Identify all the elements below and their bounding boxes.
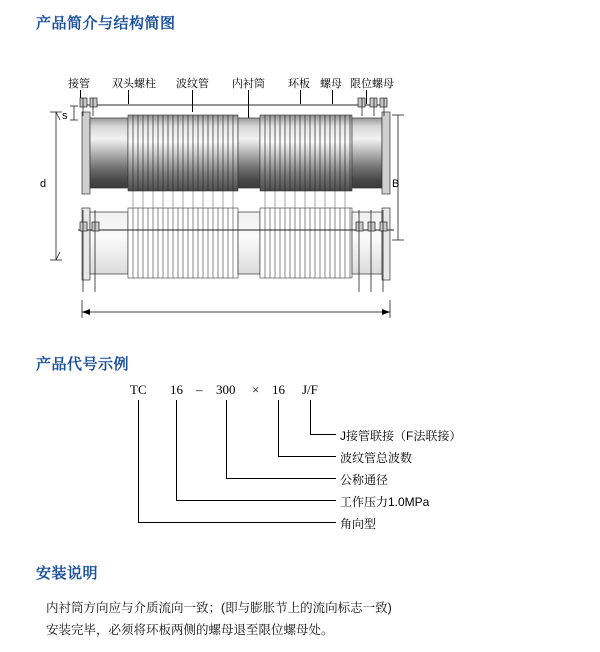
code-desc-type: 角向型	[340, 517, 377, 531]
code-leader-waves	[278, 400, 279, 456]
code-desc-diameter: 公称通径	[340, 473, 389, 487]
code-hline-connection	[310, 434, 336, 435]
structure-diagram	[0, 60, 600, 340]
code-desc-connection: J接管联接（F法联接）	[340, 429, 462, 443]
code-hline-waves	[278, 456, 336, 457]
callout-label-1: 接管	[68, 78, 90, 90]
callout-label-4: 内衬筒	[232, 78, 265, 90]
code-token-pressure: 16	[170, 382, 183, 397]
code-token-dash: –	[196, 382, 203, 397]
code-token-diameter: 300	[216, 382, 236, 397]
section-title-intro: 产品简介与结构简图	[36, 15, 176, 32]
code-leader-diameter	[226, 400, 227, 478]
code-token-type: TC	[130, 382, 147, 397]
code-token-waves: 16	[272, 382, 285, 397]
code-hline-type	[138, 522, 336, 523]
code-leader-type	[138, 400, 139, 522]
callout-label-7: 限位螺母	[350, 78, 394, 90]
section-title-code: 产品代号示例	[36, 356, 130, 373]
code-hline-diameter	[226, 478, 336, 479]
expansion-joint-drawing	[0, 60, 600, 340]
code-hline-pressure	[176, 500, 336, 501]
dimension-label-B: B	[392, 178, 400, 190]
callout-label-6: 螺母	[320, 78, 342, 90]
code-leader-connection	[310, 400, 311, 434]
code-leader-pressure	[176, 400, 177, 500]
product-code-example	[0, 378, 600, 548]
callout-label-3: 波纹管	[176, 78, 209, 90]
dimension-label-d: d	[40, 178, 47, 190]
install-note-line-1: 内衬筒方向应与介质流向一致；(即与膨胀节上的流向标志一致)	[46, 601, 392, 615]
section-title-install: 安装说明	[36, 565, 99, 582]
dimension-label-s: s	[62, 110, 68, 122]
code-token-connection: J/F	[302, 382, 318, 397]
install-note-line-2: 安装完毕，必须将环板两侧的螺母退至限位螺母处。	[46, 623, 334, 637]
code-token-times: ×	[252, 382, 260, 397]
callout-label-2: 双头螺柱	[112, 78, 156, 90]
callout-label-5: 环板	[288, 78, 310, 90]
code-desc-waves: 波纹管总波数	[340, 451, 413, 465]
code-desc-pressure: 工作压力1.0MPa	[340, 495, 430, 509]
